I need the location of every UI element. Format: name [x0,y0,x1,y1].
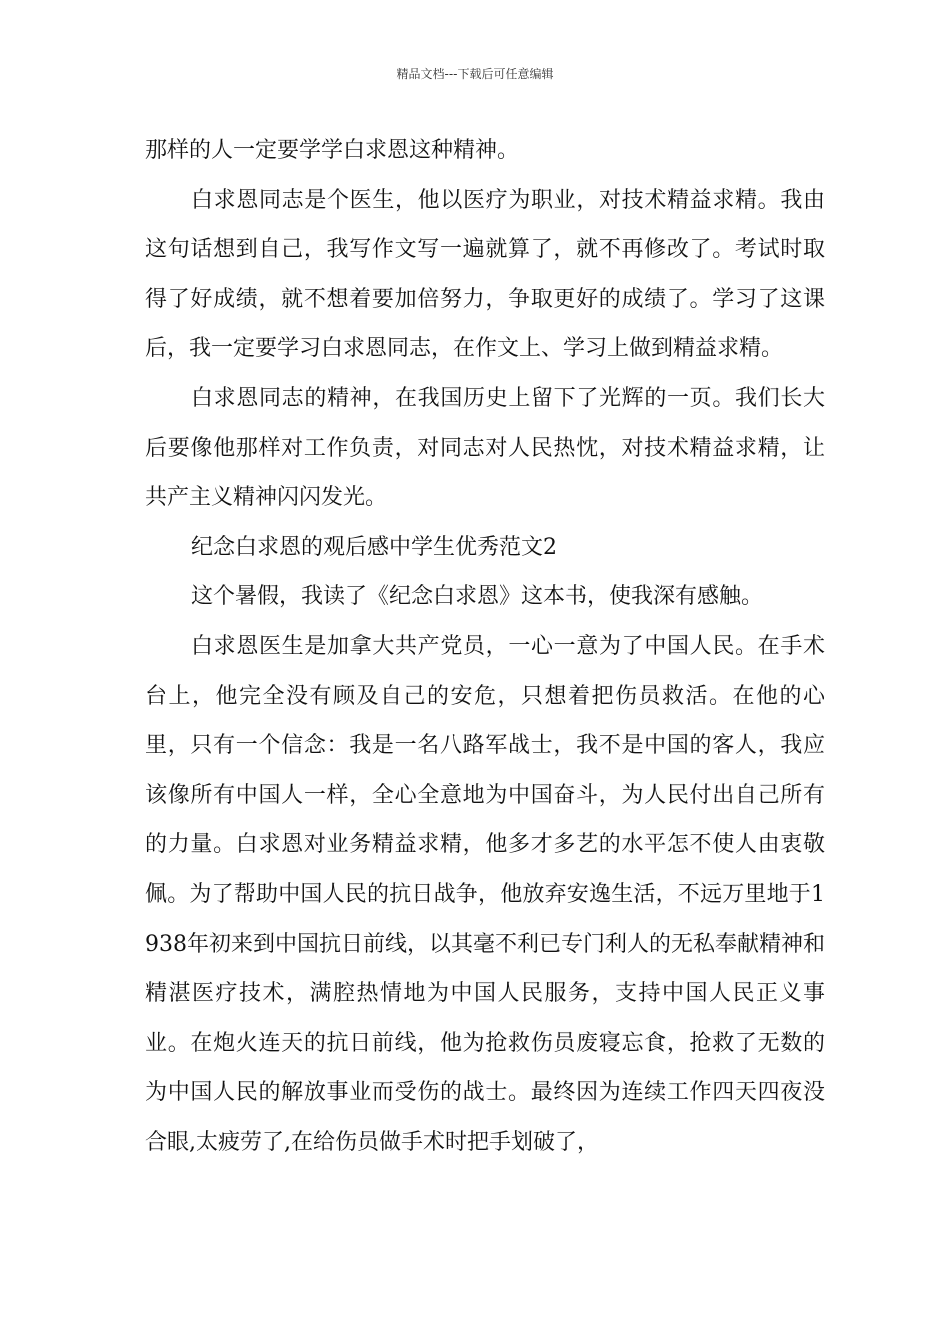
paragraph: 白求恩同志的精神，在我国历史上留下了光辉的一页。我们长大后要像他那样对工作负责，对同志对人民热忱，对技术精益求精，让共产主义精神闪闪发光。 [145,385,825,511]
paragraph: 白求恩医生是加拿大共产党员，一心一意为了中国人民。在手术台上，他完全没有顾及自己的安危，只想着把伤员救活。在他的心里，只有一个信念：我是一名八路军战士，我不是中国的客人，我应该像所有中国人一样，全心全意地为中国奋斗，为人民付出自己所有的力量。白求恩对业务精益求精，他多才多艺的水平怎不使人由衷敬佩。为了帮助中国人民的抗日战争，他放弃安逸生活，不远万里地于1938年初来到中国抗日前线，以其毫不利已专门利人的无私奉献精神和精湛医疗技术，满腔热情地为中国人民服务，支持中国人民正义事业。在炮火连天的抗日前线，他为抢救伤员废寝忘食，抢救了无数的为中国人民的解放事业而受伤的战士。最终因为连续工作四天四夜没合眼,太疲劳了,在给伤员做手术时把手划破了， [145,633,825,1155]
paragraph: 白求恩同志是个医生，他以医疗为职业，对技术精益求精。我由这句话想到自己，我写作文写一遍就算了，就不再修改了。考试时取得了好成绩，就不想着要加倍努力，争取更好的成绩了。学习了这课后，我一定要学习白求恩同志，在作文上、学习上做到精益求精。 [145,187,825,362]
paragraph: 这个暑假，我读了《纪念白求恩》这本书，使我深有感触。 [191,584,764,610]
essay-title: 纪念白求恩的观后感中学生优秀范文2 [191,534,557,560]
document-body [145,126,825,1167]
page-header: 精品文档---下载后可任意编辑 [396,67,554,81]
paragraph-continuation: 那样的人一定要学学白求恩这种精神。 [145,138,520,163]
